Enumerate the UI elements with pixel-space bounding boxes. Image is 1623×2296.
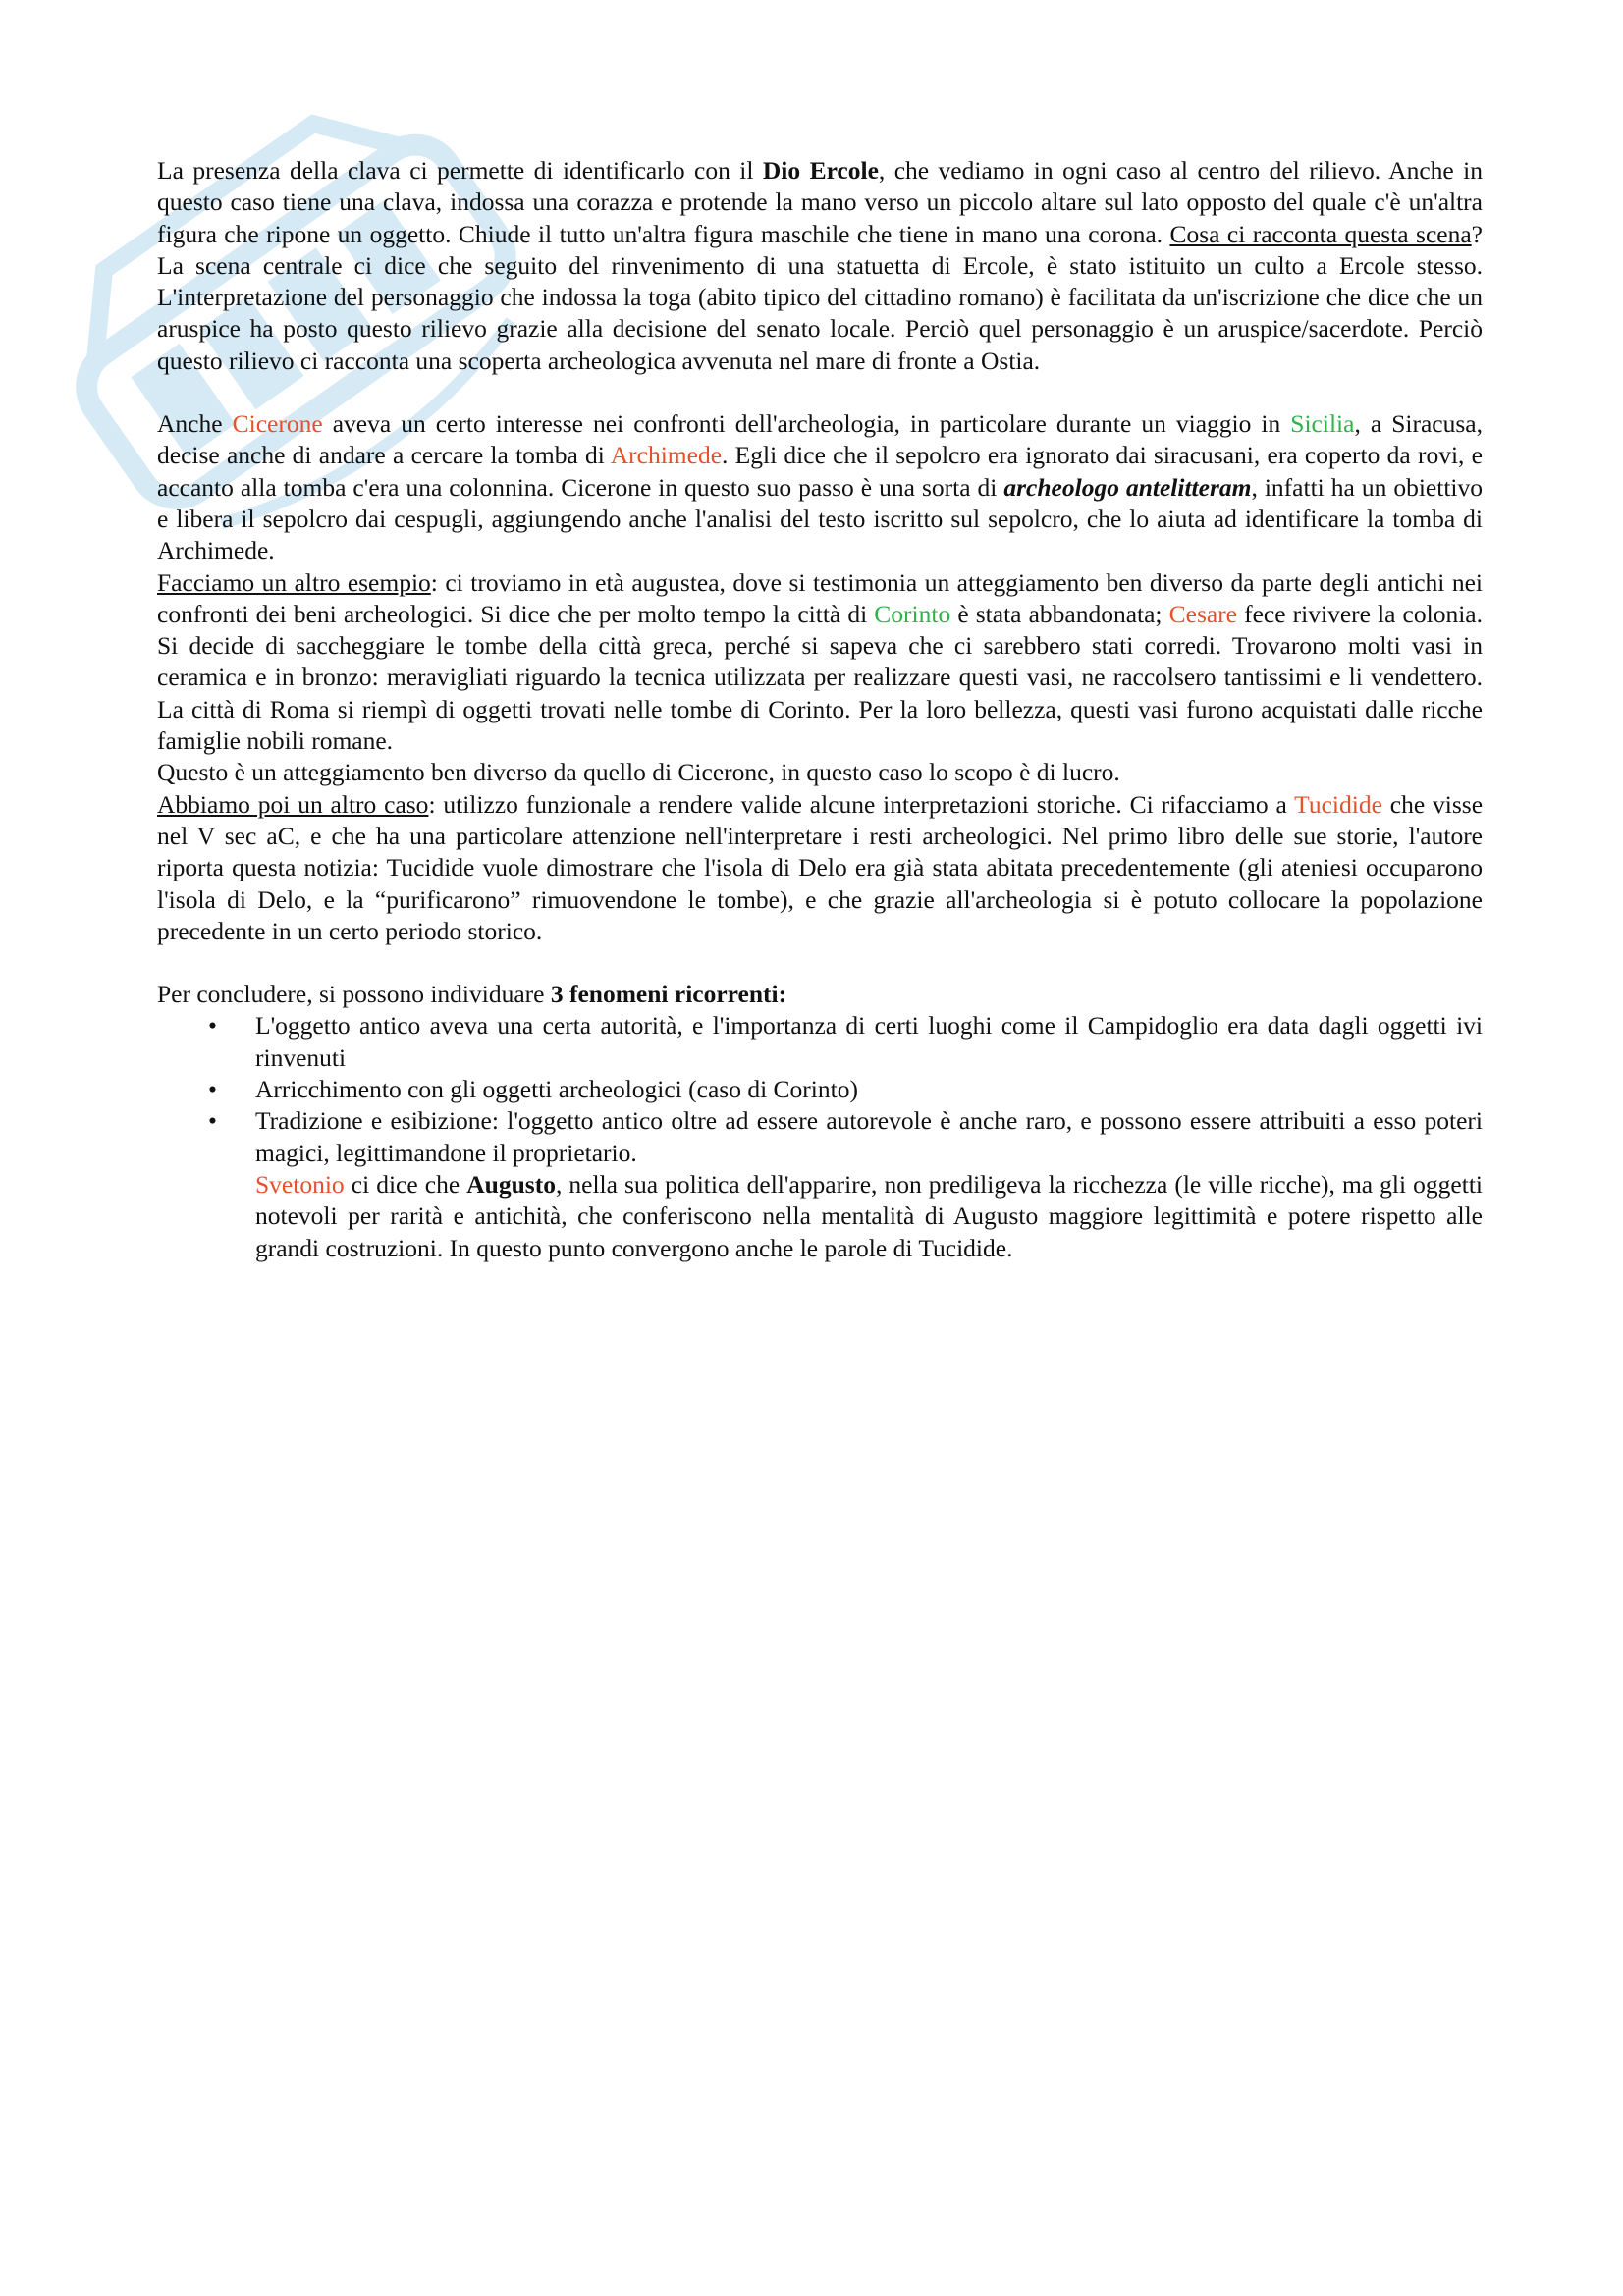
document-body [157, 155, 1483, 1264]
fenomeni-list [157, 1010, 1483, 1263]
paragraph-gap [157, 947, 1483, 979]
paragraph-corinto: Facciamo un altro esempio: ci troviamo in età augustea, dove si testimonia un atteggiamento ben diverso da parte degli antichi nei confronti dei beni archeologici. Si dice che per molto tempo la città di Corinto è stata abbandonata; Cesare fece rivivere la colonia. Si decide di saccheggiare le tombe della città greca, perché si sapeva che ci sarebbero stati corredi. Trovarono molti vasi in ceramica e in bronzo: meravigliati riguardo la tecnica utilizzata per realizzare questi vasi, ne raccolsero tantissimi e li vendettero. La città di Roma si riempì di oggetti trovati nelle tombe di Corinto. Per la loro bellezza, questi vasi furono acquistati dalle ricche famiglie nobili romane. [157, 567, 1483, 756]
term-dio-ercole: Dio Ercole [762, 156, 879, 185]
place-sicilia: Sicilia [1290, 409, 1355, 439]
name-cesare: Cesare [1168, 599, 1238, 628]
paragraph-tucidide: Abbiamo poi un altro caso: utilizzo funzionale a rendere valide alcune interpretazioni storiche. Ci rifacciamo a Tucidide che visse nel V sec aC, e che ha una particolare attenzione nell'interpretare i resti archeologici. Nel primo libro delle sue storie, l'autore riporta questa notizia: Tucidide vuole dimostrare che l'isola di Delo era già stata abitata precedentemente (gli ateniesi occuparono l'isola di Delo, e la “purificarono” rimuovendone le tombe), e che grazie all'archeologia si è potuto collocare la popolazione precedente in un certo periodo storico. [157, 789, 1484, 945]
paragraph-conclusione: Per concludere, si possono individuare 3 fenomeni ricorrenti: [157, 980, 787, 1009]
list-item: • Tradizione e esibizione: l'oggetto antico oltre ad essere autorevole è anche raro, e possono essere attribuiti a esso poteri magici, legittimandone il proprietario. Svetonio ci dice che Augusto, nella sua politica dell'apparire, non prediligeva la ricchezza (le ville ricche), ma gli oggetti notevoli per rarità e antichità, che conferiscono nella mentalità di Augusto maggiore legittimità e potere rispetto alle grandi costruzioni. In questo punto convergono anche le parole di Tucidide. [208, 1106, 1483, 1262]
section-esempio: Facciamo un altro esempio [157, 567, 431, 597]
list-item: • Arricchimento con gli oggetti archeologici (caso di Corinto) [157, 1074, 1483, 1105]
name-tucidide: Tucidide [1294, 789, 1382, 819]
name-archimede: Archimede [610, 441, 723, 470]
paragraph-gap [157, 377, 1483, 408]
section-question: Cosa ci racconta questa scena [1169, 219, 1472, 248]
name-augusto: Augusto [466, 1169, 556, 1199]
paragraph-lucro: Questo è un atteggiamento ben diverso da quello di Cicerone, in questo caso lo scopo è di lucro. [157, 758, 1120, 787]
name-svetonio: Svetonio [255, 1169, 345, 1199]
bullet-icon: • [208, 1106, 217, 1136]
list-item: • L'oggetto antico aveva una certa autorità, e l'importanza di certi luoghi come il Campidoglio era data dagli oggetti ivi rinvenuti [208, 1011, 1483, 1072]
paragraph-cicerone: Anche Cicerone aveva un certo interesse nei confronti dell'archeologia, in particolare durante un viaggio in Sicilia, a Siracusa, decise anche di andare a cercare la tomba di Archimede. Egli dice che il sepolcro era ignorato dai siracusani, era coperto da rovi, e accanto alla tomba c'era una colonnina. Cicerone in questo suo passo è una sorta di archeologo antelitteram, infatti ha un obiettivo e libera il sepolcro dai cespugli, aggiungendo anche l'analisi del testo iscritto sul sepolcro, che lo aiuta ad identificare la tomba di Archimede. [157, 409, 1483, 565]
term-fenomeni: 3 fenomeni ricorrenti: [550, 980, 787, 1009]
section-altro-caso: Abbiamo poi un altro caso [157, 789, 429, 819]
bullet-icon: • [208, 1011, 217, 1041]
term-archeologo: archeologo antelitteram [1003, 472, 1252, 502]
place-corinto: Corinto [874, 599, 951, 628]
name-cicerone: Cicerone [232, 409, 323, 439]
bullet-icon: • [208, 1075, 217, 1104]
paragraph-ercole: La presenza della clava ci permette di identificarlo con il Dio Ercole, che vediamo in ogni caso al centro del rilievo. Anche in questo caso tiene una clava, indossa una corazza e protende la mano verso un piccolo altare sul lato opposto del quale c'è un'altra figura che ripone un oggetto. Chiude il tutto un'altra figura maschile che tiene in mano una corona. Cosa ci racconta questa scena? La scena centrale ci dice che seguito del rinvenimento di una statuetta di Ercole, è stato istituito un culto a Ercole stesso. L'interpretazione del personaggio che indossa la toga (abito tipico del cittadino romano) è facilitata da un'iscrizione che dice che un aruspice ha posto questo rilievo grazie alla decisione del senato locale. Perciò quel personaggio è un aruspice/sacerdote. Perciò questo rilievo ci racconta una scoperta archeologica avvenuta nel mare di fronte a Ostia. [157, 156, 1483, 375]
